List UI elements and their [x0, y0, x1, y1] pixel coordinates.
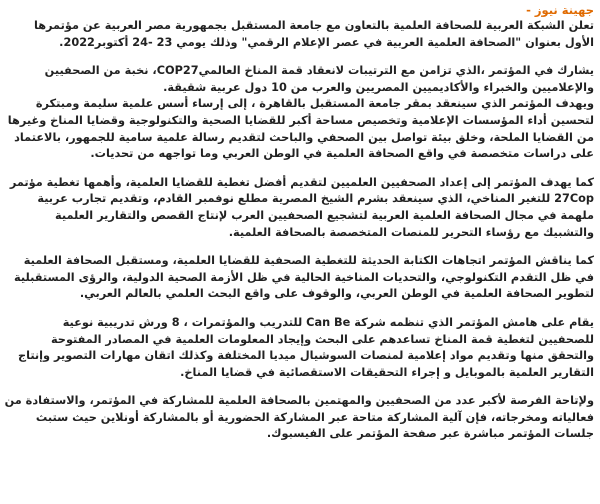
article-paragraph-1: تعلن الشبكة العربية للصحافة العلمية بالتعاون مع جامعة المستقبل بجمهورية مصر العربية عن مؤتمرها الأول بعنوان "الصحافة العلمية العربية في عصر الإعلام الرقمي" وذلك يومي 23 -24 أكتوبر2022.	[33, 19, 594, 49]
article-paragraph-4: كما يهدف المؤتمر إلى إعداد الصحفيين العلميين لتقديم أفضل تغطية للقضايا العلمية، وأهمها تغطية مؤتمر 27Cop للتغير المناخي، الذي سينعقد بشرم الشيخ المصرية مطلع نوفمبر القادم، وتقديم تجارب عربية ملهمة في مجال الصحافة العلمية العربية لتشجيع الصحفيين العرب لإنتاج القصص والتقارير العلمية والتشبيك مع رؤساء التحرير للمنصات المتخصصة بالصحافة العلمية.	[9, 175, 594, 239]
article-paragraph-5: كما يناقش المؤتمر اتجاهات الكتابة الحديثة للتغطية الصحفية للقضايا العلمية، ومستقبل الصحافة العلمية في ظل التقدم التكنولوجي، والتحديات المناخية الحالية في ظل الأزمة الصحية الدولية، والرؤى المستقبلية لتطوير الصحافة العلمية في الوطن العربي، والوقوف على واقع البحث العلمي بالعالم العربي.	[14, 254, 594, 301]
news-source-label: جهينة نيوز -	[526, 3, 594, 17]
article-paragraph-3: ويهدف المؤتمر الذي سينعقد بمقر جامعة المستقبل بالقاهرة ، إلى إرساء أسس علمية سليمة ومبتكرة لتحسين أداء المؤسسات الإعلامية وتخصيص مساحة أكبر للقضايا الصحية والتكنولوجية وقضايا المناخ وغيرها من القضايا الملحة، وخلق بيئة تواصل بين الصحفي والباحث لتقديم رسالة علمية سامية للجمهور، بالاعتماد على دراسات متخصصة في واقع الصحافة العلمية في الوطن العربي وما تواجهه من تحديات.	[7, 97, 594, 161]
article-paragraph-7: ولإتاحة الفرصة لأكبر عدد من الصحفيين والمهتمين بالصحافة العلمية للمشاركة في المؤتمر، والاستفادة من فعالياته ومخرجاته، فإن آلية المشاركة متاحة عبر المشاركة الحضورية أو بالمشاركة أونلاين حيث ستبث جلسات المؤتمر مباشرة عبر صفحة المؤتمر على الفيسبوك.	[4, 394, 594, 441]
article-paragraph-2: يشارك في المؤتمر ،الذي تزامن مع الترتيبات لانعقاد قمة المناخ العالميCOP27، نخبة من الصحفيين والإعلاميين والخبراء والأكاديميين المصريين والعرب من 10 دول عربية شقيقة.	[44, 64, 594, 94]
article-paragraph-6: يقام على هامش المؤتمر الذي تنظمه شركة Can Be للتدريب والمؤتمرات ، 8 ورش تدريبية نوعية للصحفيين لتغطية قمة المناخ تساعدهم على البحث وإيجاد المعلومات العلمية في المصادر المفتوحة والتحقق منها وتقديم مواد إعلامية لمنصات السوشيال ميديا المختلفة وكذلك اتقان مهارات التصوير وإنتاج التقارير العلمية بالموبايل و إجراء التحقيقات الاستقصائية في قضايا المناخ.	[17, 315, 594, 379]
